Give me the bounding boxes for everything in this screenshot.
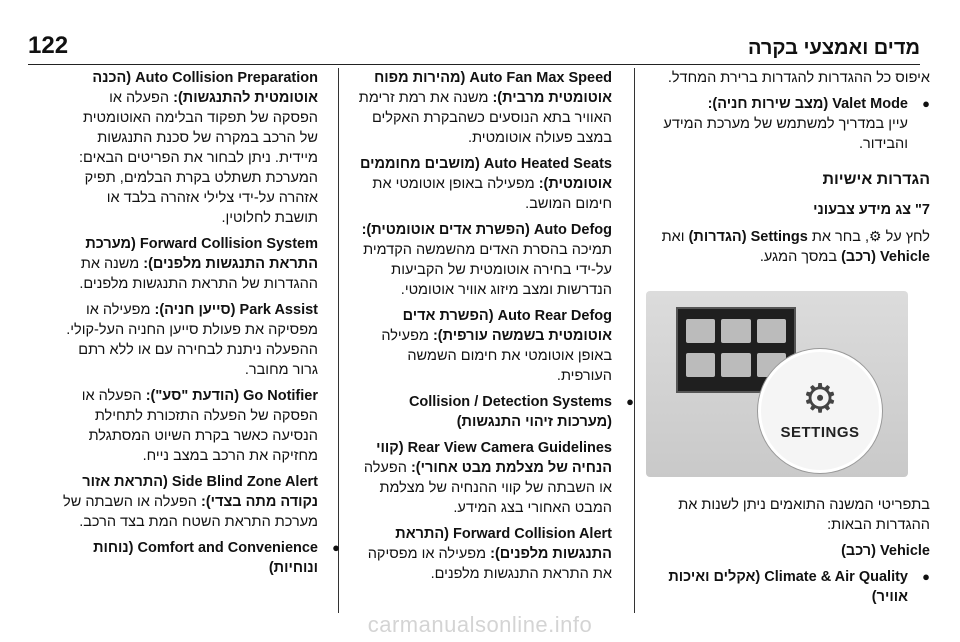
fcs-text: משנה את ההגדרות של התראת התנגשות מלפנים. [79, 256, 318, 292]
rear-cam-title: Rear View Camera Guidelines (קווי הנחיה של מצלמת מבט אחורי): [376, 440, 612, 476]
column-right [648, 68, 930, 607]
fan-title: Auto Fan Max Speed (מהירות מפוח אוטומטית מרבית): [374, 70, 612, 106]
comfort-title: Comfort and Convenience (נוחות ונוחיות) [93, 540, 318, 576]
collision-title: Collision / Detection Systems (מערכות זיהוי התנגשות) [408, 394, 612, 430]
app-tile [721, 353, 750, 377]
callout-label: SETTINGS [780, 424, 860, 441]
fcs-item [62, 234, 318, 294]
fca-title: Forward Collision Alert (התראת התנגשות מלפנים): [395, 526, 612, 562]
app-tile [721, 319, 750, 343]
climate-title: Climate & Air Quality (אקלים ואיכות אוויר) [668, 569, 908, 605]
caption-text: בתפריטי המשנה התואמים ניתן לשנות את ההגדרות הבאות: [678, 497, 930, 533]
acp-text: הפעלה או הפסקה של תפקוד הבלימה האוטומטית של הרכב במקרה של סכנת התנגשות מיידית. ניתן לבחור את הפריטים הבאים: המערכת תשתלט בקרת הבלמים, תפיק אזהרה על-ידי צלילי אזהרה בלבד או תושבת לחלוטין. [79, 90, 318, 226]
sub-display: 7" צג מידע צבעוני [813, 202, 930, 218]
go-item [62, 386, 318, 466]
valet-text: עיין במדריך למשתמש של מערכת המידע והבידור. [663, 116, 908, 152]
heated-title: Auto Heated Seats (מושבים מחוממים אוטומטית): [359, 156, 612, 192]
park-title: Park Assist (סייען חניה): [154, 302, 318, 318]
touchscreen-illustration [646, 291, 908, 477]
defog-item [352, 220, 612, 300]
app-tile [686, 319, 715, 343]
side-title: Side Blind Zone Alert (התראת אזור נקודה מתה בצדי): [82, 474, 318, 510]
vehicle-bold: Vehicle (רכב) [841, 249, 930, 265]
column-left [62, 68, 318, 578]
park-text: מפעילה או מפסיקה את פעולת סייען החניה העל-קולי. ההפעלה ניתנת לבחירה עם או ללא רתם גרור מחובר. [66, 302, 318, 378]
fca-text: מפעילה או מפסיקה את התראת התנגשות מלפנים. [367, 546, 612, 582]
valet-item [648, 94, 930, 154]
gear-icon: ⚙ [869, 228, 882, 244]
rear-cam-item [352, 438, 612, 518]
column-divider [634, 68, 635, 613]
column-middle [352, 68, 612, 590]
settings-and: ואת [661, 229, 685, 245]
valet-title: Valet Mode (מצב שירות חניה): [707, 96, 908, 112]
rear-defog-text: מפעילה באופן אוטומטי את חימום השמשה העורפית. [381, 328, 612, 384]
side-item [62, 472, 318, 532]
side-text: הפעלה או השבתה של מערכת התראת השטח המת בצד הרכב. [63, 494, 318, 530]
park-item [62, 300, 318, 380]
column-divider [338, 68, 339, 613]
watermark: carmanualsonline.info [367, 612, 593, 637]
vehicle-heading: Vehicle (רכב) [841, 543, 930, 559]
fca-item [352, 524, 612, 584]
defog-title: Auto Defog (הפשרת אדים אוטומטית): [361, 222, 612, 238]
settings-mid: , בחר את [811, 229, 869, 245]
acp-item [62, 68, 318, 228]
settings-bold: Settings (הגדרות) [688, 229, 808, 245]
heated-text: מפעילה באופן אוטומטי את חימום המושב. [372, 176, 612, 212]
settings-pre: לחץ על [885, 229, 930, 245]
rear-defog-item [352, 306, 612, 386]
heading-personal: הגדרות אישיות [822, 171, 930, 188]
go-text: הפעלה או הפסקה של הפעלה התזכורת לתחילת הנסיעה כאשר בקרת השיוט המסתגלת מחזיקה את הרכב במצב נייח. [81, 388, 318, 464]
rear-cam-text: הפעלה או השבתה של קווי ההנחיה של מצלמת המבט האחורי בצג המידע. [363, 460, 612, 516]
acp-title: Auto Collision Preparation (הכנה אוטומטית להתנגשות): [92, 70, 318, 106]
go-title: Go Notifier (הודעת "סע"): [145, 388, 318, 404]
gear-icon: ⚙ [802, 377, 838, 421]
page-number: 122 [28, 32, 69, 59]
comfort-item [62, 538, 340, 578]
fan-text: משנה את רמת זרימת האוויר בתא הנוסעים כשהבקרת האקלים במצב פעולה אוטומטית. [358, 90, 612, 146]
intro-text: איפוס כל ההגדרות להגדרות ברירת המחדל. [667, 70, 930, 86]
rear-defog-title: Auto Rear Defog (הפשרת אדים אוטומטית בשמשה עורפית): [402, 308, 612, 344]
app-tile [757, 319, 786, 343]
defog-text: תמיכה בהסרת האדים מהשמשה הקדמית על-ידי בחירה אוטומטית של הקביעות הנדרשות ומצב מיזוג אוויר אוטומטי. [363, 242, 612, 298]
page-header [28, 20, 920, 65]
climate-item [648, 567, 930, 607]
section-title: מדים ואמצעי בקרה [747, 37, 920, 59]
collision-item [352, 392, 634, 432]
settings-end: במסך המגע. [759, 249, 838, 265]
settings-instructions [648, 226, 930, 267]
settings-callout [758, 349, 882, 473]
fan-item [352, 68, 612, 148]
heated-item [352, 154, 612, 214]
fcs-title: Forward Collision System (מערכת התראת התנגשות מלפנים): [85, 236, 318, 272]
app-tile [686, 353, 715, 377]
